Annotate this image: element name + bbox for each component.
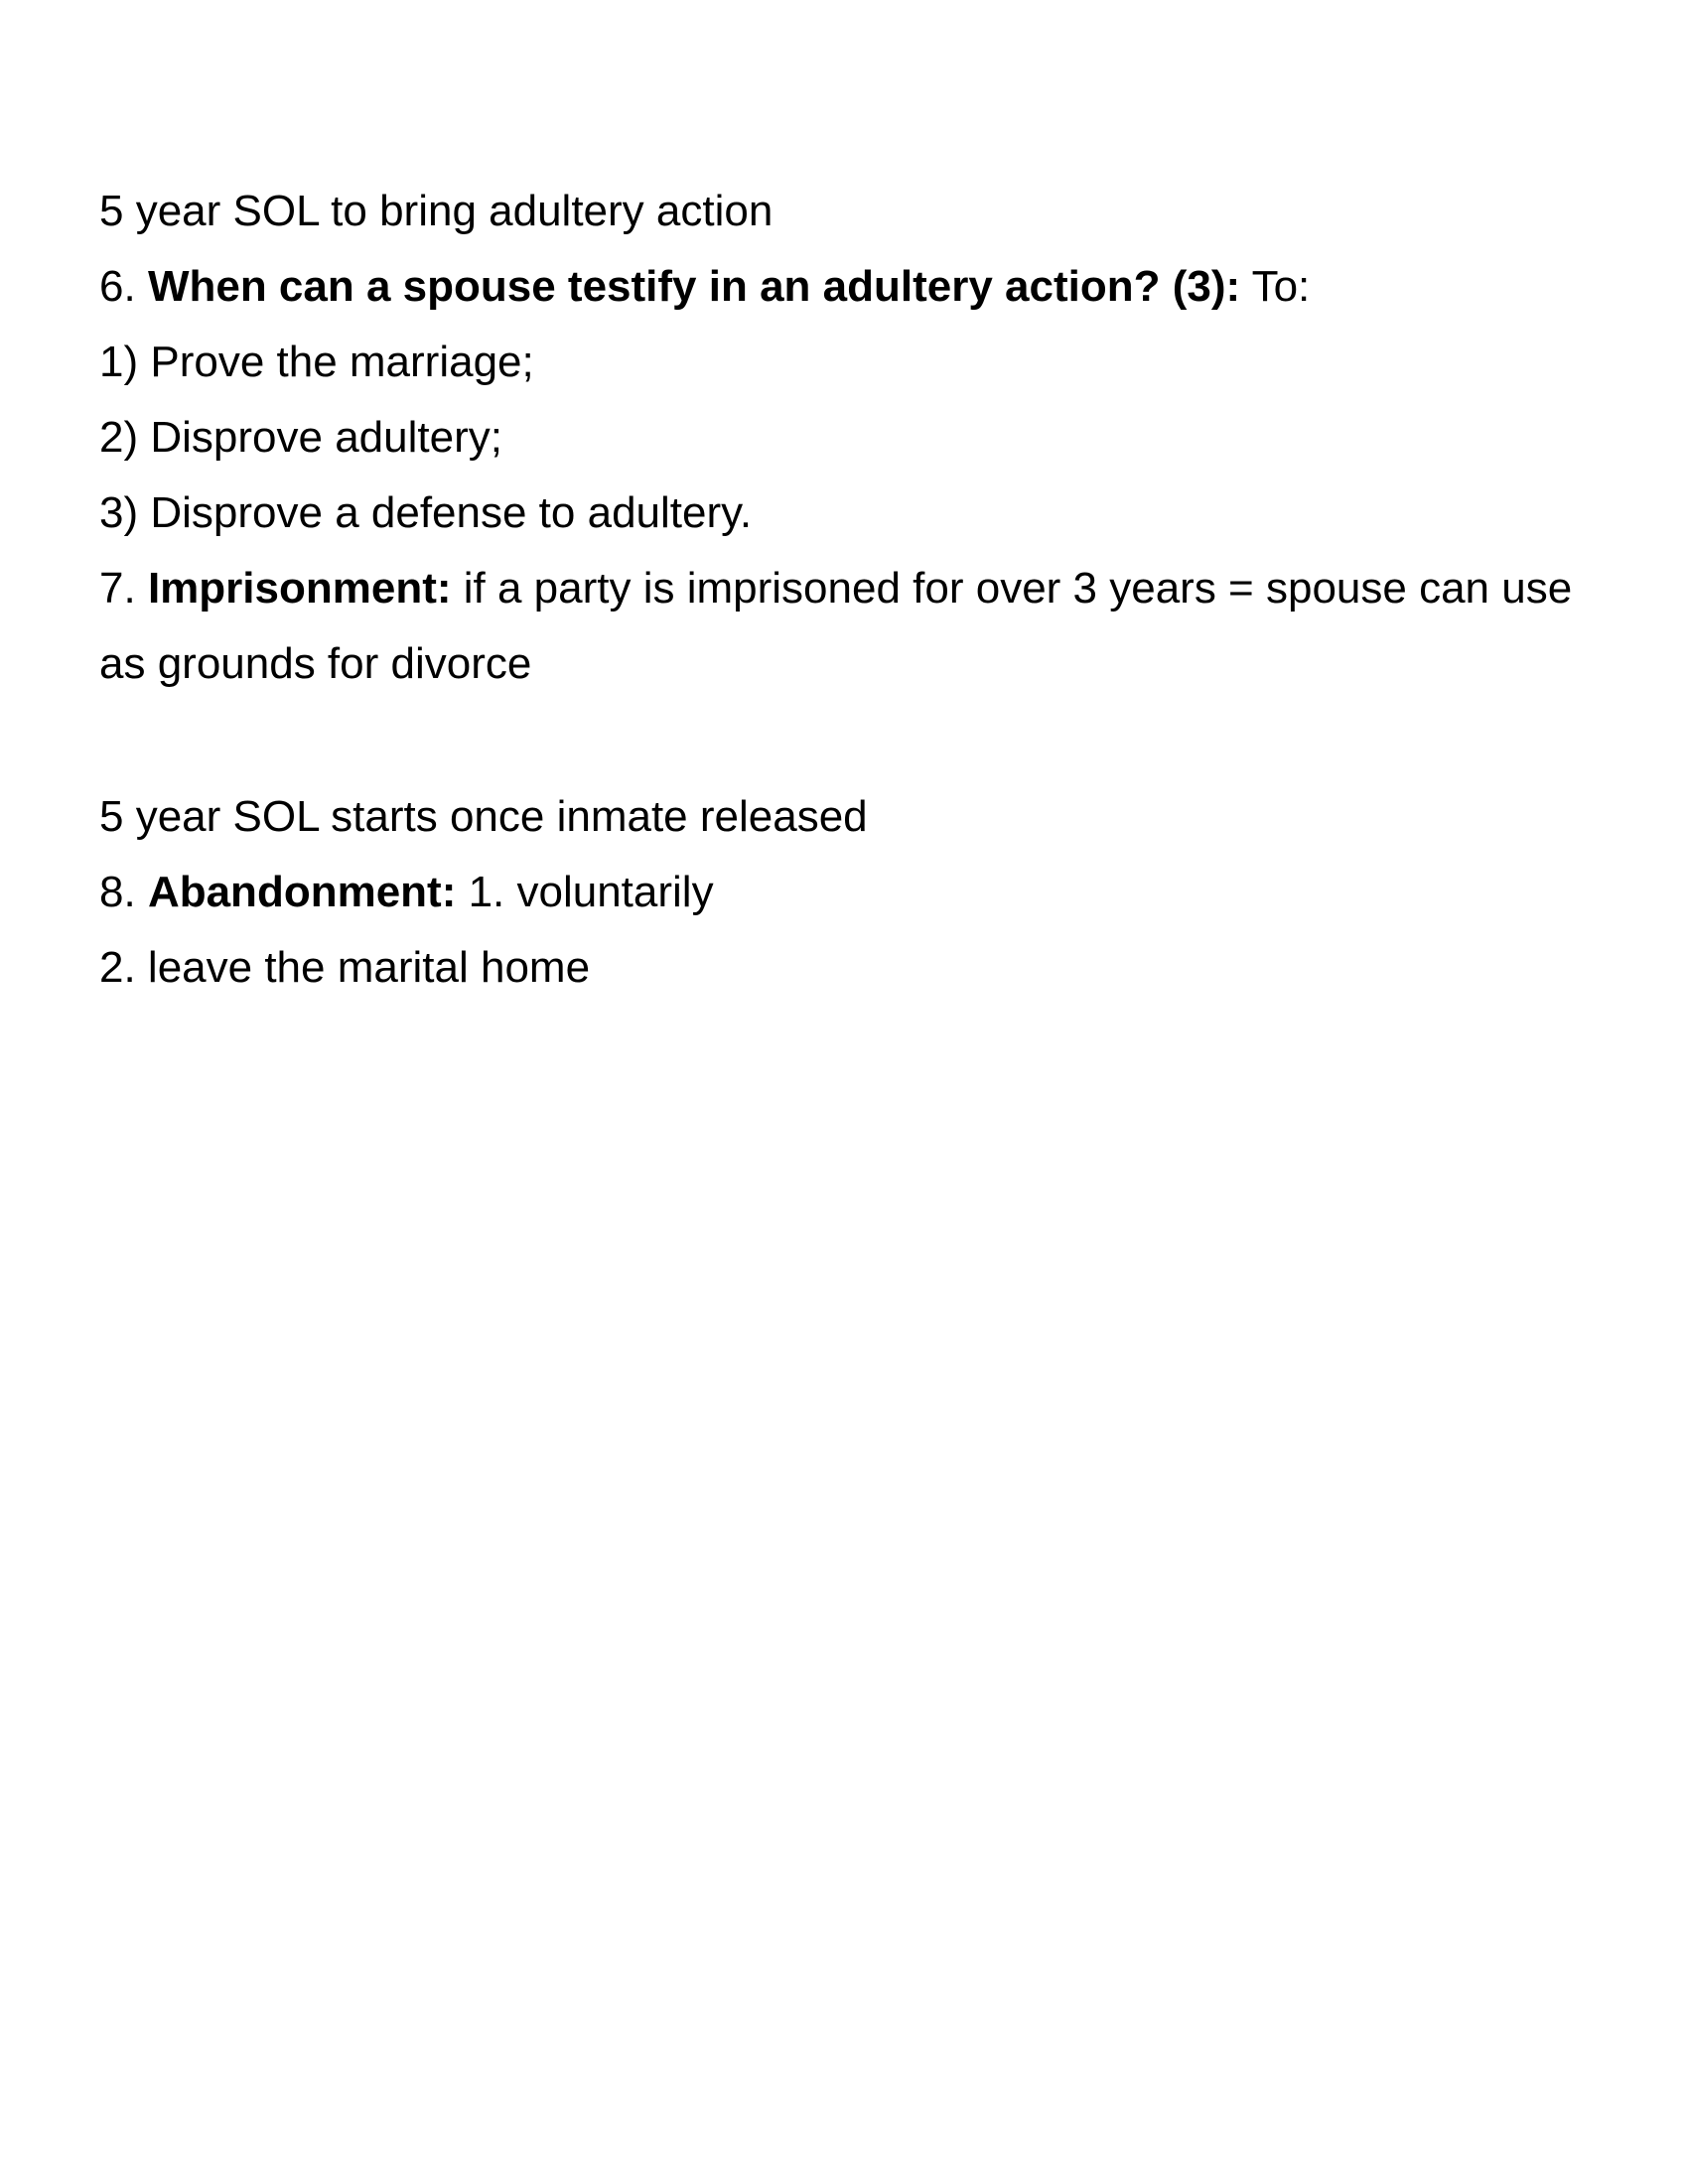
item-7-heading: Imprisonment: [147, 564, 452, 613]
item-7 [99, 551, 1609, 702]
item-6-point-1: 1) Prove the marriage; [99, 338, 534, 386]
item-8-heading: Abandonment: [147, 868, 457, 916]
item-6-point-3: 3) Disprove a defense to adultery. [99, 488, 753, 537]
sol-adultery-line: 5 year SOL to bring adultery action [99, 187, 774, 235]
item-8-number: 8. [99, 868, 136, 916]
document-body [99, 174, 1609, 1006]
item-8-point-2: 2. leave the marital home [99, 943, 591, 992]
item-6-number: 6. [99, 262, 136, 311]
item-6-heading: When can a spouse testify in an adultery action? (3): [147, 262, 1241, 311]
sol-imprisonment-line: 5 year SOL starts once inmate released [99, 792, 868, 841]
item-7-number: 7. [99, 564, 136, 613]
item-7-text: if a party is imprisoned for over 3 years = spouse can use as grounds for divorce [99, 564, 1573, 688]
item-8 [99, 855, 1609, 930]
item-8-text: 1. voluntarily [468, 868, 714, 916]
item-6-text: To: [1251, 262, 1311, 311]
item-6-point-2: 2) Disprove adultery; [99, 413, 502, 462]
paragraph-gap [99, 702, 1609, 779]
item-6 [99, 249, 1609, 325]
